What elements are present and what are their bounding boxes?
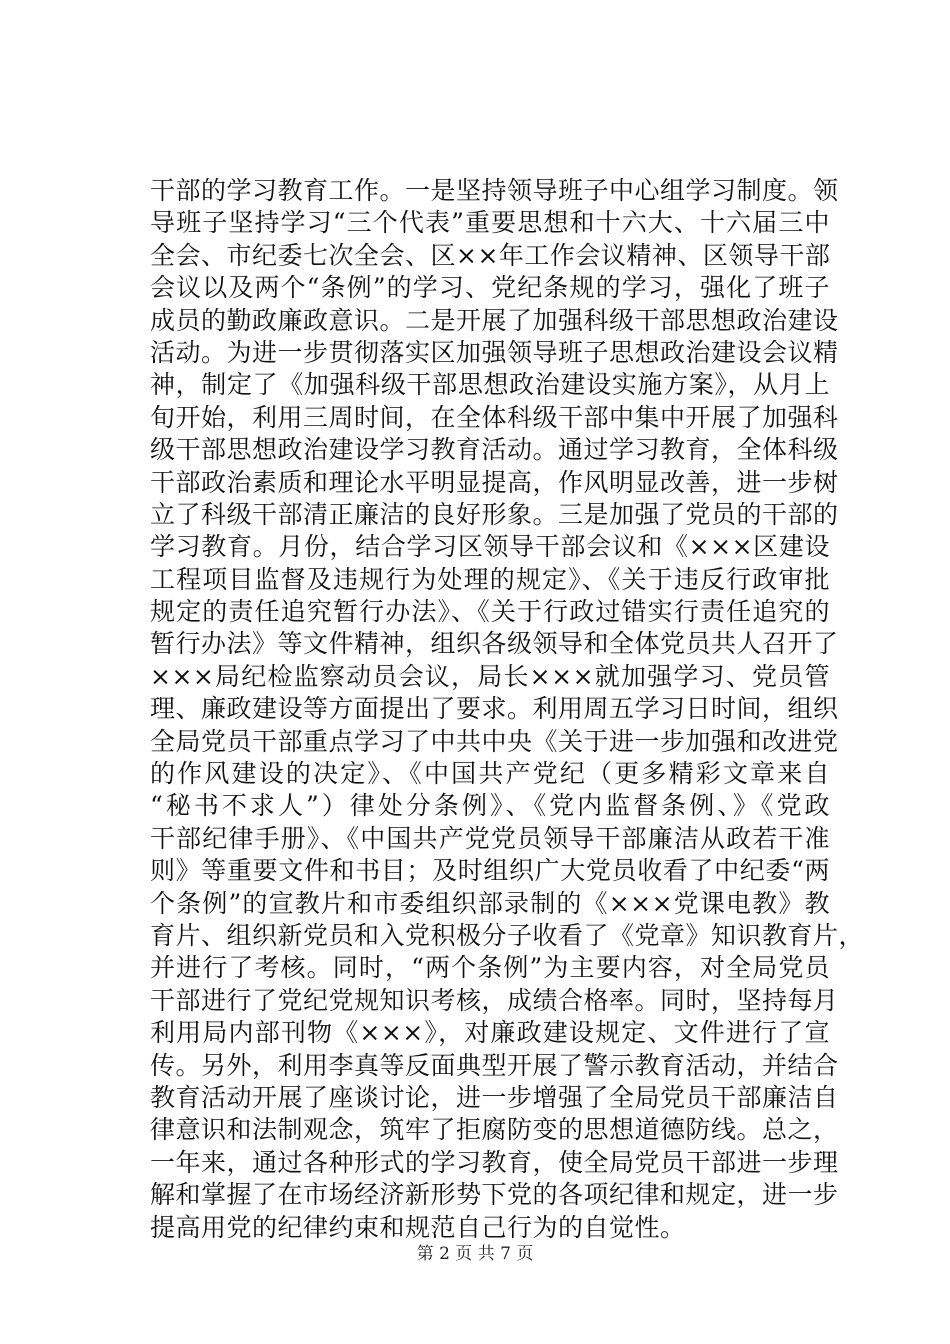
text-line: 的作风建设的决定》、《中国共产党纪（更多精彩文章来自 — [150, 759, 830, 789]
body-paragraph — [150, 175, 865, 1244]
text-line: 规定的责任追究暂行办法》、《关于行政过错实行责任追究的 — [150, 597, 830, 627]
page-number: 第 2 页 共 7 页 — [416, 1244, 534, 1264]
text-line: 干部纪律手册》、《中国共产党党员领导干部廉洁从政若干准 — [150, 823, 830, 853]
text-line: 干部的学习教育工作。一是坚持领导班子中心组学习制度。领 — [150, 176, 839, 205]
text-line: 会议以及两个“条例”的学习、党纪条规的学习，强化了班子 — [150, 273, 830, 303]
text-line: 教育活动开展了座谈讨论，进一步增强了全局党员干部廉洁自 — [150, 1082, 839, 1112]
text-line: 育片、组织新党员和入党积极分子收看了《党章》知识教育片， — [150, 920, 865, 950]
text-line: ×××局纪检监察动员会议，局长×××就加强学习、党员管 — [150, 661, 830, 691]
page-footer — [0, 1243, 950, 1265]
text-line: 成员的勤政廉政意识。二是开展了加强科级干部思想政治建设 — [150, 305, 839, 335]
text-line: 传。另外，利用李真等反面典型开展了警示教育活动，并结合 — [150, 1050, 839, 1080]
text-line: 导班子坚持学习“三个代表”重要思想和十六大、十六届三中 — [150, 208, 830, 238]
text-line: 则》等重要文件和书目；及时组织广大党员收看了中纪委“两 — [150, 856, 830, 886]
text-line: “秘书不求人”）律处分条例》、《党内监督条例、》《党政 — [150, 791, 830, 821]
text-line: 干部政治素质和理论水平明显提高，作风明显改善，进一步树 — [150, 467, 839, 497]
text-line: 提高用党的纪律约束和规范自己行为的自觉性。 — [150, 1212, 686, 1242]
text-line: 工程项目监督及违规行为处理的规定》、《关于违反行政审批 — [150, 564, 830, 594]
text-line: 学习教育。月份，结合学习区领导干部会议和《×××区建设 — [150, 532, 830, 562]
text-line: 神，制定了《加强科级干部思想政治建设实施方案》，从月上 — [150, 370, 830, 400]
text-line: 利用局内部刊物《×××》，对廉政建设规定、文件进行了宣 — [150, 1018, 830, 1048]
text-line: 理、廉政建设等方面提出了要求。利用周五学习日时间，组织 — [150, 694, 839, 724]
text-line: 一年来，通过各种形式的学习教育，使全局党员干部进一步理 — [150, 1147, 839, 1177]
text-line: 解和掌握了在市场经济新形势下党的各项纪律和规定，进一步 — [150, 1180, 839, 1210]
text-line: 暂行办法》等文件精神，组织各级领导和全体党员共人召开了 — [150, 629, 839, 659]
text-line: 全会、市纪委七次全会、区××年工作会议精神、区领导干部 — [150, 240, 831, 270]
text-line: 旬开始，利用三周时间，在全体科级干部中集中开展了加强科 — [150, 402, 839, 432]
text-line: 干部进行了党纪党规知识考核，成绩合格率。同时，坚持每月 — [150, 985, 839, 1015]
text-line: 律意识和法制观念，筑牢了拒腐防变的思想道德防线。总之， — [150, 1115, 839, 1145]
text-line: 活动。为进一步贯彻落实区加强领导班子思想政治建设会议精 — [150, 337, 839, 367]
text-line: 立了科级干部清正廉洁的良好形象。三是加强了党员的干部的 — [150, 499, 839, 529]
text-line: 并进行了考核。同时，“两个条例”为主要内容，对全局党员 — [150, 953, 830, 983]
text-line: 级干部思想政治建设学习教育活动。通过学习教育，全体科级 — [150, 435, 839, 465]
text-line: 全局党员干部重点学习了中共中央《关于进一步加强和改进党 — [150, 726, 839, 756]
text-line: 个条例”的宣教片和市委组织部录制的《×××党课电教》教 — [150, 888, 830, 918]
